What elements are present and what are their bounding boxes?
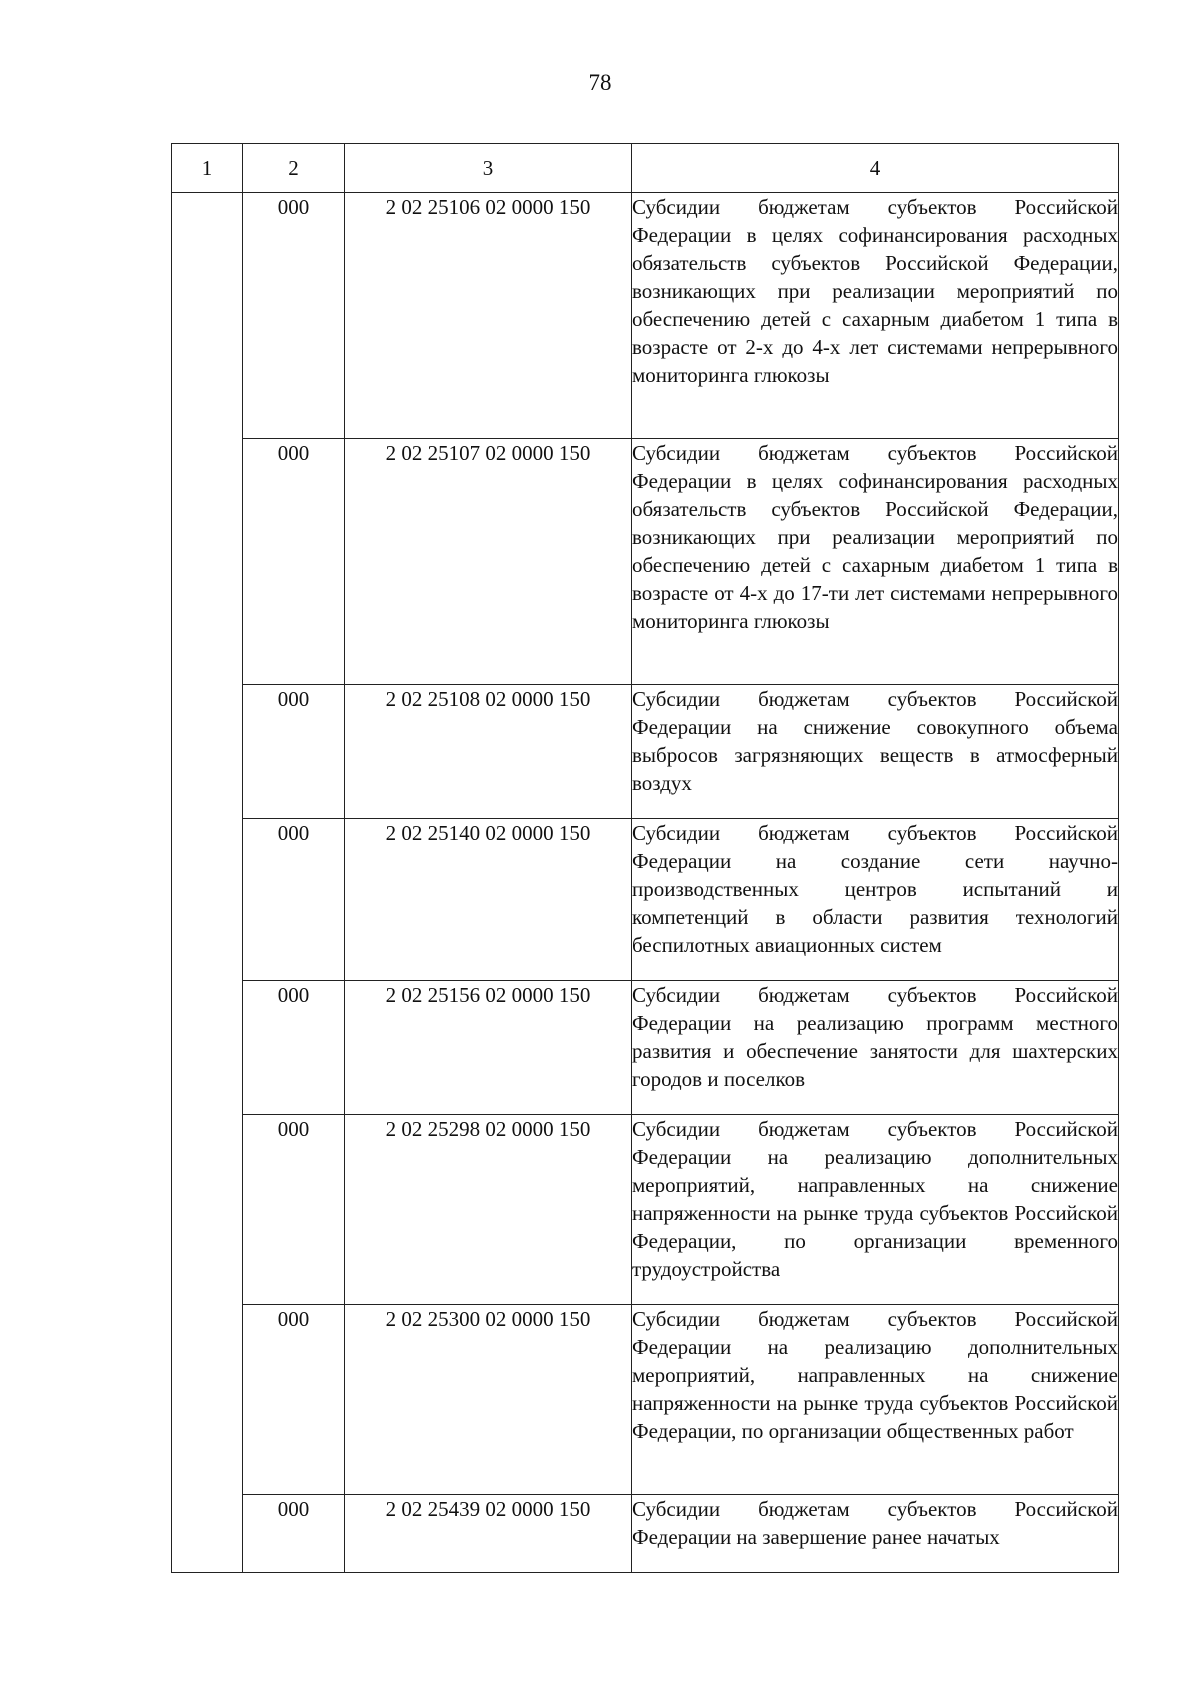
table-row — [172, 685, 1119, 819]
empty-column-cell — [172, 193, 243, 1573]
kbk-code-cell: 2 02 25106 02 0000 150 — [345, 193, 632, 439]
table-row — [172, 819, 1119, 981]
column-header-2: 2 — [243, 144, 345, 193]
description-cell: Субсидии бюджетам субъектов Российской Федерации на снижение совокупного объема выбросов загрязняющих веществ в атмосферный воздух — [632, 685, 1119, 819]
kbk-code-cell: 2 02 25298 02 0000 150 — [345, 1115, 632, 1305]
budget-table — [171, 143, 1119, 1573]
page-number: 78 — [588, 70, 612, 95]
admin-code-cell: 000 — [243, 1495, 345, 1573]
kbk-code-cell: 2 02 25439 02 0000 150 — [345, 1495, 632, 1573]
admin-code-cell: 000 — [243, 1305, 345, 1495]
description-cell: Субсидии бюджетам субъектов Российской Федерации в целях софинансирования расходных обязательств субъектов Российской Федерации, возникающих при реализации мероприятий по обеспечению детей с сахарным диабетом 1 типа в возрасте от 4-х до 17-ти лет системами непрерывного мониторинга глюкозы — [632, 439, 1119, 685]
table-header-row — [172, 144, 1119, 193]
kbk-code-cell: 2 02 25107 02 0000 150 — [345, 439, 632, 685]
admin-code-cell: 000 — [243, 981, 345, 1115]
column-header-1: 1 — [172, 144, 243, 193]
kbk-code-cell: 2 02 25156 02 0000 150 — [345, 981, 632, 1115]
description-cell: Субсидии бюджетам субъектов Российской Федерации на реализацию дополнительных мероприятий, направленных на снижение напряженности на рынке труда субъектов Российской Федерации, по организации общественных работ — [632, 1305, 1119, 1495]
admin-code-cell: 000 — [243, 1115, 345, 1305]
kbk-code-cell: 2 02 25108 02 0000 150 — [345, 685, 632, 819]
table-row — [172, 1495, 1119, 1573]
admin-code-cell: 000 — [243, 819, 345, 981]
column-header-3: 3 — [345, 144, 632, 193]
admin-code-cell: 000 — [243, 439, 345, 685]
table-row — [172, 981, 1119, 1115]
description-cell: Субсидии бюджетам субъектов Российской Федерации на реализацию дополнительных мероприятий, направленных на снижение напряженности на рынке труда субъектов Российской Федерации, по организации временного трудоустройства — [632, 1115, 1119, 1305]
kbk-code-cell: 2 02 25140 02 0000 150 — [345, 819, 632, 981]
description-cell: Субсидии бюджетам субъектов Российской Федерации на реализацию программ местного развития и обеспечение занятости для шахтерских городов и поселков — [632, 981, 1119, 1115]
table-row — [172, 1115, 1119, 1305]
table-row — [172, 193, 1119, 439]
description-cell: Субсидии бюджетам субъектов Российской Федерации на создание сети научно-производственных центров испытаний и компетенций в области развития технологий беспилотных авиационных систем — [632, 819, 1119, 981]
column-header-4: 4 — [632, 144, 1119, 193]
table-row — [172, 439, 1119, 685]
admin-code-cell: 000 — [243, 193, 345, 439]
table-row — [172, 1305, 1119, 1495]
kbk-code-cell: 2 02 25300 02 0000 150 — [345, 1305, 632, 1495]
description-cell: Субсидии бюджетам субъектов Российской Федерации на завершение ранее начатых — [632, 1495, 1119, 1573]
description-cell: Субсидии бюджетам субъектов Российской Федерации в целях софинансирования расходных обязательств субъектов Российской Федерации, возникающих при реализации мероприятий по обеспечению детей с сахарным диабетом 1 типа в возрасте от 2-х до 4-х лет системами непрерывного мониторинга глюкозы — [632, 193, 1119, 439]
admin-code-cell: 000 — [243, 685, 345, 819]
